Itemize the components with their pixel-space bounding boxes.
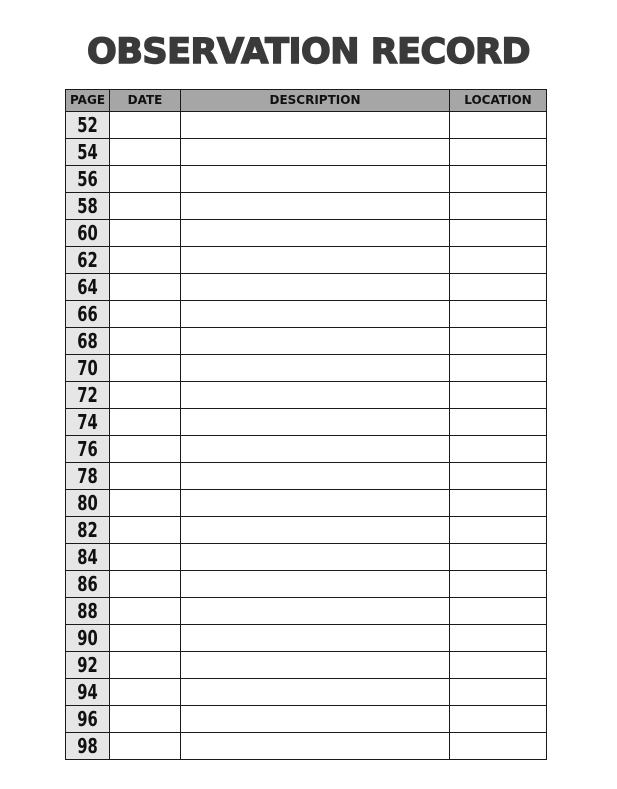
location-cell[interactable] bbox=[450, 625, 547, 652]
page-number: 92 bbox=[77, 653, 98, 677]
description-cell[interactable] bbox=[181, 571, 450, 598]
date-cell[interactable] bbox=[110, 220, 181, 247]
description-cell[interactable] bbox=[181, 490, 450, 517]
date-cell[interactable] bbox=[110, 571, 181, 598]
page-number: 76 bbox=[77, 437, 98, 461]
table-row bbox=[66, 679, 547, 706]
page-number-cell bbox=[66, 652, 110, 679]
page-number: 62 bbox=[77, 248, 98, 272]
page-number: 54 bbox=[77, 140, 98, 164]
date-cell[interactable] bbox=[110, 625, 181, 652]
table-row bbox=[66, 517, 547, 544]
location-cell[interactable] bbox=[450, 355, 547, 382]
page-number-cell bbox=[66, 679, 110, 706]
description-cell[interactable] bbox=[181, 220, 450, 247]
table-row bbox=[66, 139, 547, 166]
table-row bbox=[66, 463, 547, 490]
header-page: PAGE bbox=[66, 90, 110, 112]
page-number: 60 bbox=[77, 221, 98, 245]
page-number-cell bbox=[66, 328, 110, 355]
location-cell[interactable] bbox=[450, 139, 547, 166]
description-cell[interactable] bbox=[181, 355, 450, 382]
header-date: DATE bbox=[110, 90, 181, 112]
location-cell[interactable] bbox=[450, 382, 547, 409]
page-number-cell bbox=[66, 220, 110, 247]
page-number-cell bbox=[66, 355, 110, 382]
page-number-cell bbox=[66, 301, 110, 328]
page-number: 58 bbox=[77, 194, 98, 218]
page-number: 90 bbox=[77, 626, 98, 650]
description-cell[interactable] bbox=[181, 382, 450, 409]
page-number: 98 bbox=[77, 734, 98, 758]
table-row bbox=[66, 625, 547, 652]
page-number-cell bbox=[66, 463, 110, 490]
table-row bbox=[66, 598, 547, 625]
description-cell[interactable] bbox=[181, 247, 450, 274]
page-number: 82 bbox=[77, 518, 98, 542]
table-row bbox=[66, 274, 547, 301]
location-cell[interactable] bbox=[450, 733, 547, 760]
description-cell[interactable] bbox=[181, 598, 450, 625]
date-cell[interactable] bbox=[110, 382, 181, 409]
location-cell[interactable] bbox=[450, 517, 547, 544]
page-number-cell bbox=[66, 733, 110, 760]
date-cell[interactable] bbox=[110, 463, 181, 490]
date-cell[interactable] bbox=[110, 139, 181, 166]
page-number: 64 bbox=[77, 275, 98, 299]
page-number-cell bbox=[66, 193, 110, 220]
table-row bbox=[66, 328, 547, 355]
page-number: 94 bbox=[77, 680, 98, 704]
page-number: 86 bbox=[77, 572, 98, 596]
page-number-cell bbox=[66, 409, 110, 436]
location-cell[interactable] bbox=[450, 706, 547, 733]
page-number-cell bbox=[66, 490, 110, 517]
page-number: 68 bbox=[77, 329, 98, 353]
page-number: 56 bbox=[77, 167, 98, 191]
page-number: 78 bbox=[77, 464, 98, 488]
location-cell[interactable] bbox=[450, 328, 547, 355]
location-cell[interactable] bbox=[450, 166, 547, 193]
table-header-row bbox=[66, 90, 547, 112]
description-cell[interactable] bbox=[181, 328, 450, 355]
table-row bbox=[66, 706, 547, 733]
table-row bbox=[66, 571, 547, 598]
description-cell[interactable] bbox=[181, 193, 450, 220]
date-cell[interactable] bbox=[110, 193, 181, 220]
page-number: 74 bbox=[77, 410, 98, 434]
location-cell[interactable] bbox=[450, 436, 547, 463]
date-cell[interactable] bbox=[110, 544, 181, 571]
date-cell[interactable] bbox=[110, 490, 181, 517]
description-cell[interactable] bbox=[181, 706, 450, 733]
table-row bbox=[66, 166, 547, 193]
date-cell[interactable] bbox=[110, 301, 181, 328]
date-cell[interactable] bbox=[110, 355, 181, 382]
page-number: 88 bbox=[77, 599, 98, 623]
description-cell[interactable] bbox=[181, 625, 450, 652]
page-number-cell bbox=[66, 706, 110, 733]
page-title: OBSERVATION RECORD bbox=[86, 32, 530, 72]
table-row bbox=[66, 490, 547, 517]
location-cell[interactable] bbox=[450, 301, 547, 328]
description-cell[interactable] bbox=[181, 733, 450, 760]
page-number-cell bbox=[66, 139, 110, 166]
observation-table bbox=[65, 89, 547, 760]
page-number-cell bbox=[66, 625, 110, 652]
date-cell[interactable] bbox=[110, 652, 181, 679]
date-cell[interactable] bbox=[110, 247, 181, 274]
location-cell[interactable] bbox=[450, 274, 547, 301]
table-row bbox=[66, 409, 547, 436]
location-cell[interactable] bbox=[450, 571, 547, 598]
date-cell[interactable] bbox=[110, 274, 181, 301]
page-number: 72 bbox=[77, 383, 98, 407]
page-number-cell bbox=[66, 112, 110, 139]
page-number-cell bbox=[66, 517, 110, 544]
description-cell[interactable] bbox=[181, 463, 450, 490]
date-cell[interactable] bbox=[110, 679, 181, 706]
location-cell[interactable] bbox=[450, 220, 547, 247]
table-row bbox=[66, 436, 547, 463]
date-cell[interactable] bbox=[110, 598, 181, 625]
table-row bbox=[66, 301, 547, 328]
page-number-cell bbox=[66, 274, 110, 301]
description-cell[interactable] bbox=[181, 652, 450, 679]
table-row bbox=[66, 355, 547, 382]
date-cell[interactable] bbox=[110, 517, 181, 544]
page-number: 96 bbox=[77, 707, 98, 731]
location-cell[interactable] bbox=[450, 490, 547, 517]
date-cell[interactable] bbox=[110, 409, 181, 436]
date-cell[interactable] bbox=[110, 706, 181, 733]
description-cell[interactable] bbox=[181, 544, 450, 571]
location-cell[interactable] bbox=[450, 679, 547, 706]
table-row bbox=[66, 112, 547, 139]
table-row bbox=[66, 247, 547, 274]
description-cell[interactable] bbox=[181, 409, 450, 436]
table-row bbox=[66, 652, 547, 679]
location-cell[interactable] bbox=[450, 652, 547, 679]
page-number-cell bbox=[66, 598, 110, 625]
location-cell[interactable] bbox=[450, 112, 547, 139]
table-row bbox=[66, 544, 547, 571]
description-cell[interactable] bbox=[181, 274, 450, 301]
date-cell[interactable] bbox=[110, 328, 181, 355]
page-number: 80 bbox=[77, 491, 98, 515]
description-cell[interactable] bbox=[181, 301, 450, 328]
description-cell[interactable] bbox=[181, 517, 450, 544]
table-row bbox=[66, 382, 547, 409]
page-number-cell bbox=[66, 247, 110, 274]
description-cell[interactable] bbox=[181, 679, 450, 706]
description-cell[interactable] bbox=[181, 436, 450, 463]
date-cell[interactable] bbox=[110, 436, 181, 463]
date-cell[interactable] bbox=[110, 112, 181, 139]
description-cell[interactable] bbox=[181, 112, 450, 139]
page-number-cell bbox=[66, 544, 110, 571]
table-row bbox=[66, 220, 547, 247]
location-cell[interactable] bbox=[450, 544, 547, 571]
header-description: DESCRIPTION bbox=[181, 90, 450, 112]
page-number: 70 bbox=[77, 356, 98, 380]
page-number-cell bbox=[66, 382, 110, 409]
description-cell[interactable] bbox=[181, 166, 450, 193]
page-number-cell bbox=[66, 166, 110, 193]
location-cell[interactable] bbox=[450, 247, 547, 274]
description-cell[interactable] bbox=[181, 139, 450, 166]
page-number: 84 bbox=[77, 545, 98, 569]
location-cell[interactable] bbox=[450, 463, 547, 490]
header-location: LOCATION bbox=[450, 90, 547, 112]
location-cell[interactable] bbox=[450, 598, 547, 625]
table-row bbox=[66, 193, 547, 220]
date-cell[interactable] bbox=[110, 166, 181, 193]
page-number-cell bbox=[66, 571, 110, 598]
page-number: 52 bbox=[77, 113, 98, 137]
table-row bbox=[66, 733, 547, 760]
date-cell[interactable] bbox=[110, 733, 181, 760]
page-number-cell bbox=[66, 436, 110, 463]
location-cell[interactable] bbox=[450, 193, 547, 220]
page-number: 66 bbox=[77, 302, 98, 326]
location-cell[interactable] bbox=[450, 409, 547, 436]
